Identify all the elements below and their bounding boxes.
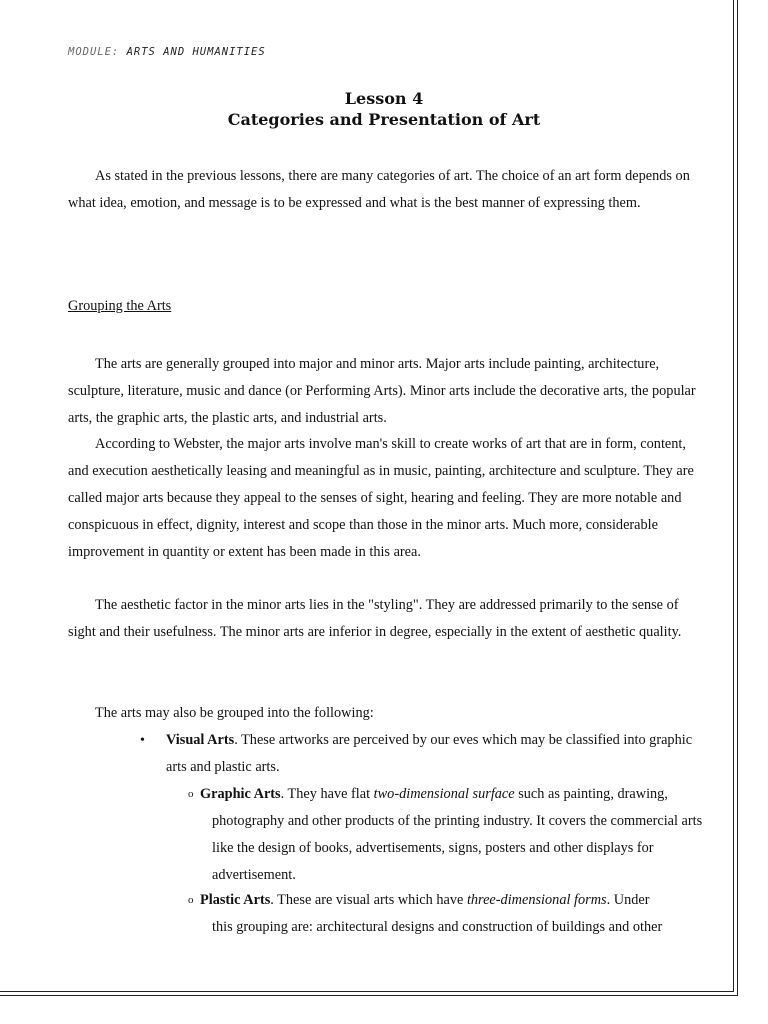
visual-arts-description: . These artworks are perceived by our eves which may be classified into graphic arts and plastic arts. [166, 732, 693, 775]
intro-paragraph: As stated in the previous lessons, there are many categories of art. The choice of an art form depends on what idea, emotion, and message is to be expressed and what is the best manner of expressing them. [68, 168, 690, 211]
term-plastic-arts: Plastic Arts [200, 892, 271, 908]
lesson-number: Lesson 4 [344, 89, 424, 108]
sub-list-item-graphic-arts [188, 781, 708, 889]
module-name: ARTS AND HUMANITIES [126, 46, 266, 58]
graphic-arts-text-a: . They have flat [280, 786, 374, 802]
lesson-title: Categories and Presentation of Art [227, 110, 541, 129]
plastic-arts-emphasis: three-dimensional forms [466, 892, 607, 908]
bullet-icon: • [140, 733, 145, 748]
list-item-text [166, 727, 710, 781]
plastic-arts-continuation: this grouping are: architectural designs and construction of buildings and other [212, 919, 663, 935]
page-border-right-outer [737, 0, 738, 996]
paragraph-grouped-following: The arts may also be grouped into the following: [95, 705, 374, 721]
sub-list-item-text [200, 887, 708, 914]
section-heading-grouping: Grouping the Arts [68, 298, 172, 314]
page-border-bottom-inner [0, 991, 734, 992]
sub-list-item-plastic-arts [188, 887, 708, 941]
circle-bullet-icon: o [188, 894, 194, 906]
page-border-right-inner [733, 0, 734, 992]
module-label: MODULE: [68, 46, 120, 58]
module-header [68, 46, 266, 58]
paragraph-major-minor: The arts are generally grouped into major and minor arts. Major arts include painting, architecture, sculpture, literature, music and dance (or Performing Arts). Minor arts include the decorative arts, the popular arts, the graphic arts, the plastic arts, and industrial arts. [68, 356, 696, 426]
paragraph-aesthetic-factor: The aesthetic factor in the minor arts lies in the "styling". They are addressed primarily to the sense of sight and their usefulness. The minor arts are inferior in degree, especially in the extent of aesthetic quality. [68, 597, 682, 640]
page-border-bottom-outer [0, 995, 738, 996]
plastic-arts-text-b: . Under [606, 892, 650, 908]
graphic-arts-emphasis: two-dimensional surface [373, 786, 515, 802]
graphic-arts-text-b: such as painting, drawing, [514, 786, 668, 802]
term-graphic-arts: Graphic Arts [200, 786, 281, 802]
sub-list-item-text [200, 781, 708, 808]
plastic-arts-text-a: . These are visual arts which have [270, 892, 467, 908]
graphic-arts-continuation: photography and other products of the printing industry. It covers the commercial arts like the design of books, advertisements, signs, posters and other displays for advertisement. [212, 813, 703, 883]
paragraph-webster: According to Webster, the major arts involve man's skill to create works of art that are in form, content, and execution aesthetically leasing and meaningful as in music, painting, architecture and sculpture. They are called major arts because they appeal to the senses of sight, hearing and feeling. They are more notable and conspicuous in effect, dignity, interest and scope than those in the minor arts. Much more, considerable improvement in quantity or extent has been made in this area. [68, 436, 694, 560]
circle-bullet-icon: o [188, 788, 194, 800]
term-visual-arts: Visual Arts [166, 732, 235, 748]
list-item-visual-arts [140, 727, 710, 781]
